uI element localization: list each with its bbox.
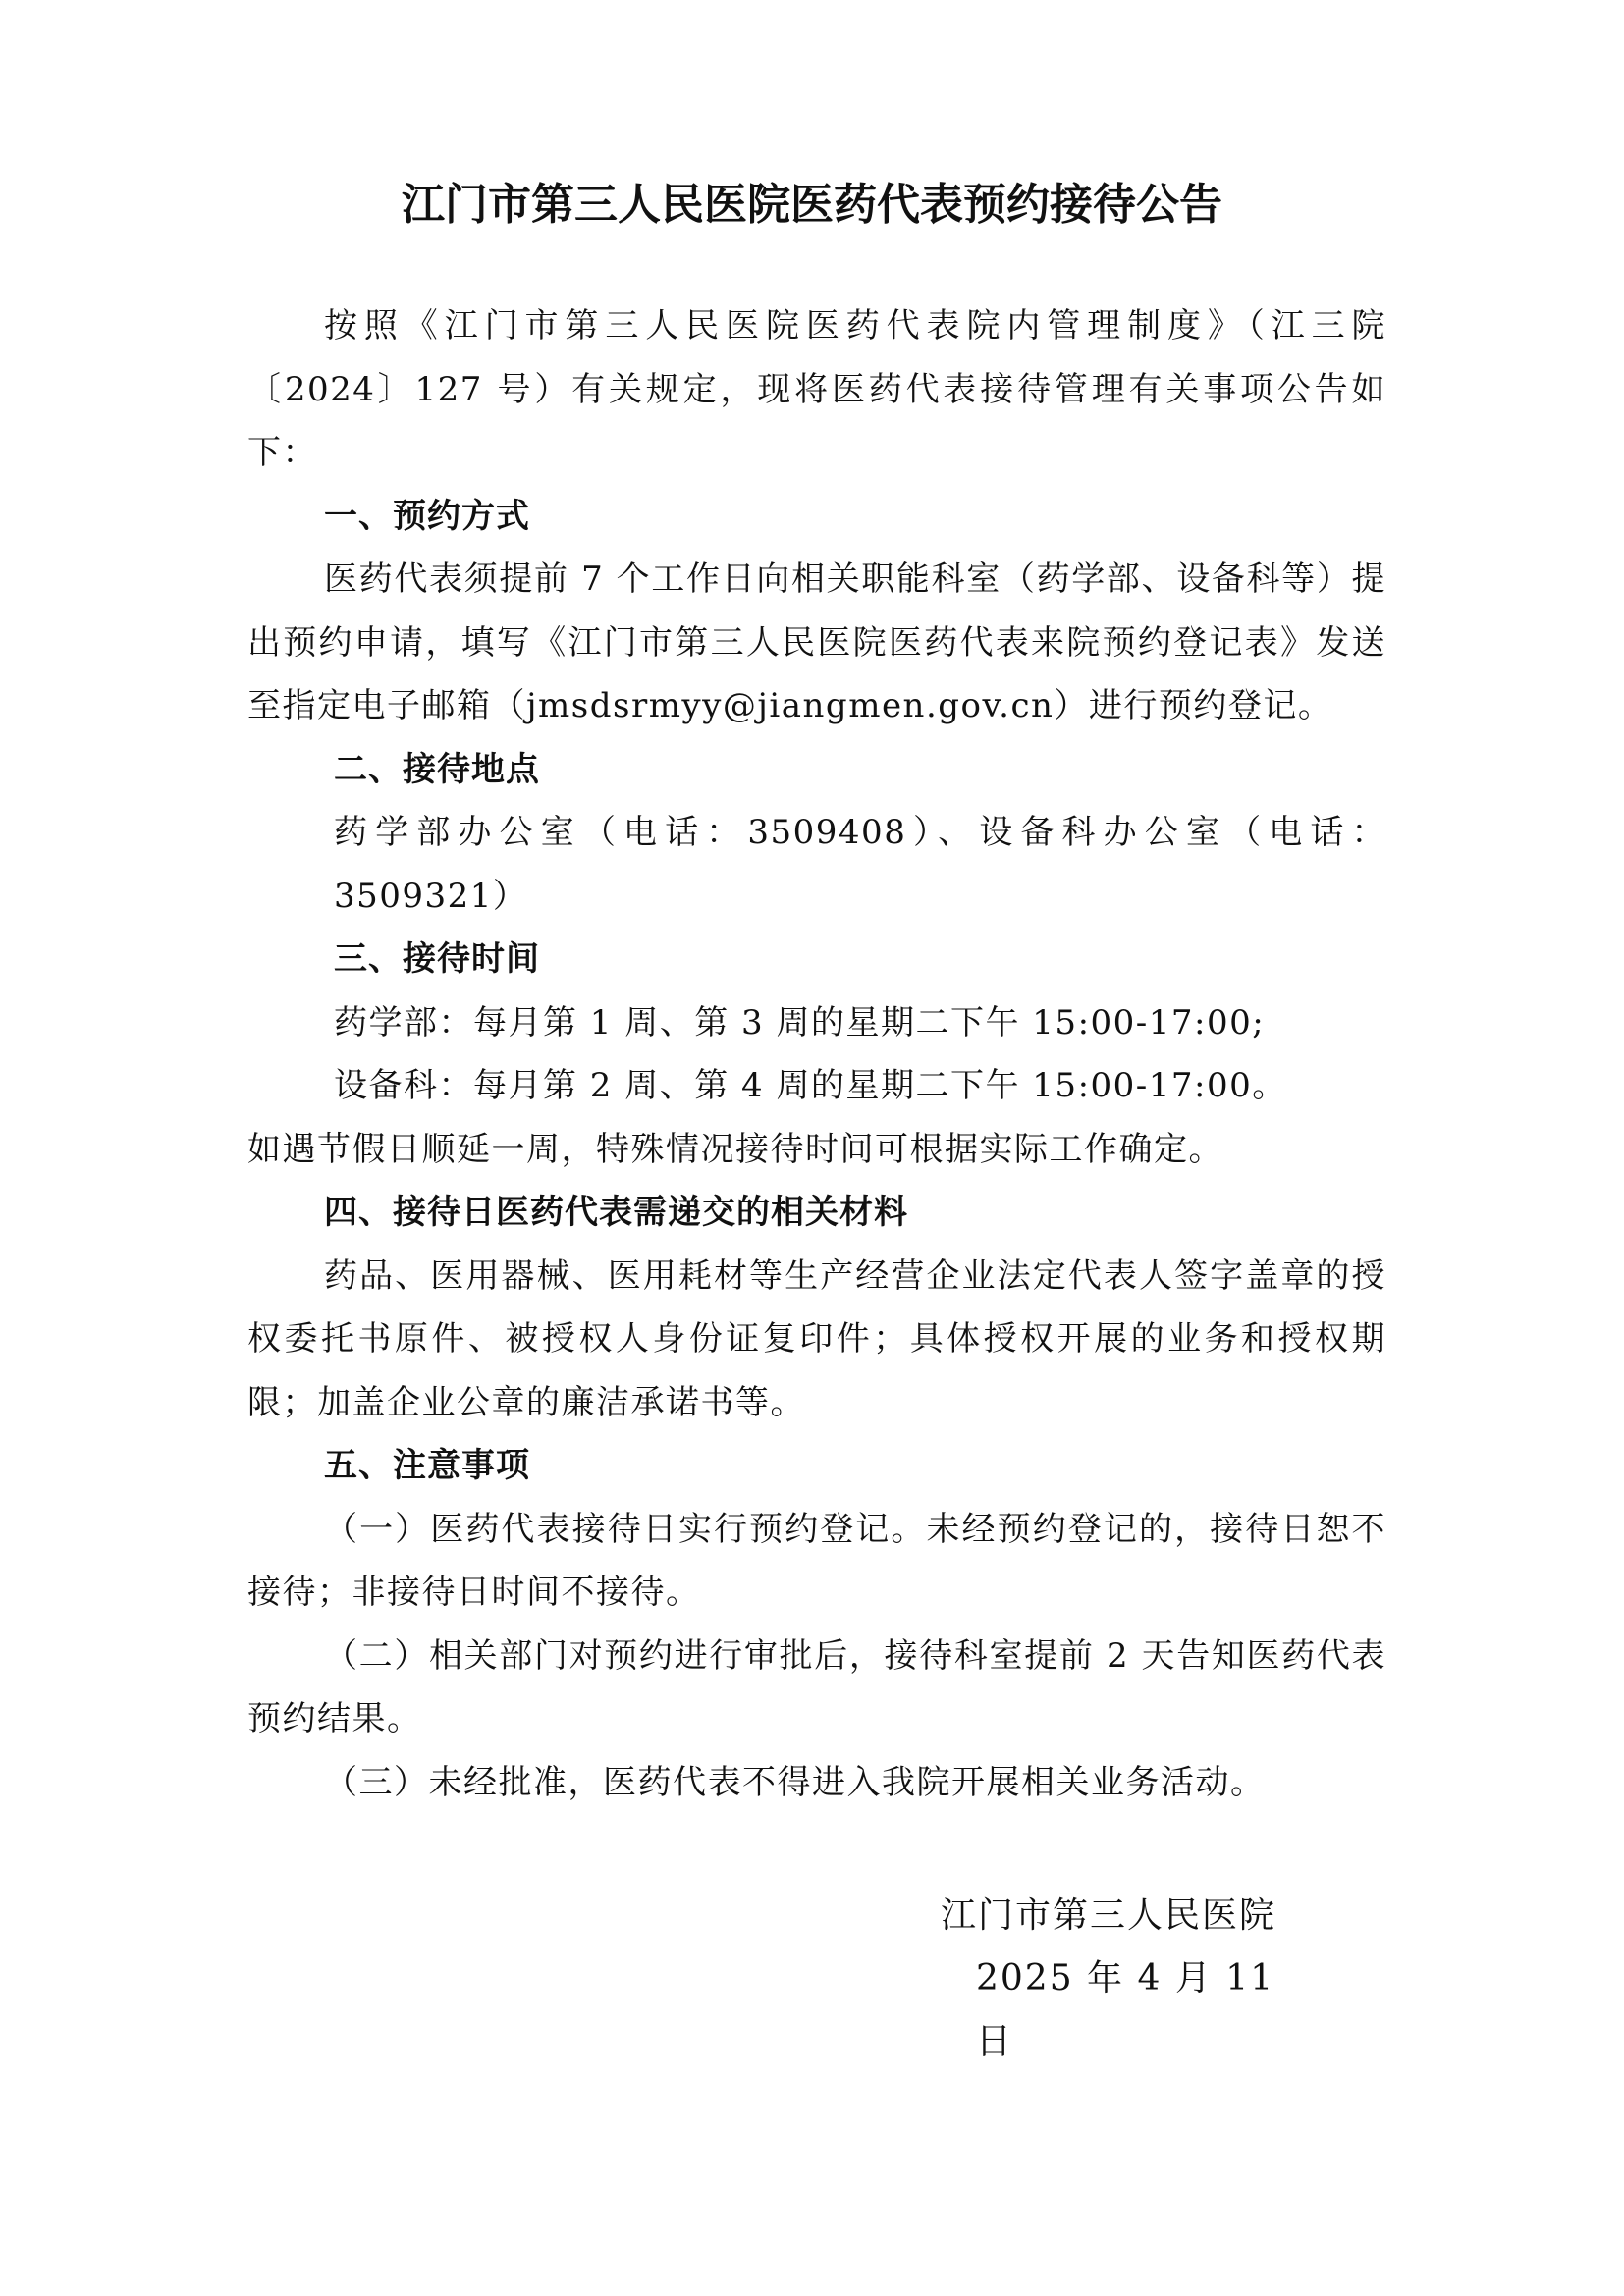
section-heading-booking: 一、预约方式 [324, 496, 530, 536]
booking-paragraph: 医药代表须提前 7 个工作日向相关职能科室（药学部、设备科等）提出预约申请，填写《江门市第三人民医院医药代表来院预约登记表》发送至指定电子邮箱（jmsdsrmyy@jiangmen.gov.cn）进行预约登记。 [247, 560, 1386, 725]
time-pharmacy-line: 药学部：每月第 1 周、第 3 周的星期二下午 15:00-17:00; [334, 1002, 1266, 1042]
section-heading-time: 三、接待时间 [334, 939, 540, 979]
section-heading-materials: 四、接待日医药代表需递交的相关材料 [324, 1193, 908, 1232]
materials-paragraph: 药品、医用器械、医用耗材等生产经营企业法定代表人签字盖章的授权委托书原件、被授权人身份证复印件；具体授权开展的业务和授权期限；加盖企业公章的廉洁承诺书等。 [247, 1255, 1386, 1422]
note-item-3: （三）未经批准，医药代表不得进入我院开展相关业务活动。 [324, 1762, 1266, 1802]
note-item-2: （二）相关部门对预约进行审批后，接待科室提前 2 天告知医药代表预约结果。 [247, 1635, 1386, 1738]
section-heading-notes: 五、注意事项 [324, 1446, 530, 1485]
note-item-1: （一）医药代表接待日实行预约登记。未经预约登记的，接待日恕不接待；非接待日时间不接待。 [247, 1509, 1386, 1612]
document-title: 江门市第三人民医院医药代表预约接待公告 [402, 180, 1222, 230]
document-body [247, 294, 1386, 1814]
time-equipment-line: 设备科：每月第 2 周、第 4 周的星期二下午 15:00-17:00。 [334, 1066, 1287, 1105]
intro-paragraph: 按照《江门市第三人民医院医药代表院内管理制度》（江三院〔2024〕127 号）有关规定，现将医药代表接待管理有关事项公告如下： [247, 306, 1386, 472]
time-holiday-line: 如遇节假日顺延一周，特殊情况接待时间可根据实际工作确定。 [247, 1129, 1223, 1169]
signature-date: 2025 年 4 月 11 日 [976, 1958, 1275, 2061]
signature-block [884, 1885, 1306, 2073]
location-paragraph: 药学部办公室（电话：3509408）、设备科办公室（电话：3509321） [334, 813, 1386, 916]
signature-organization: 江门市第三人民医院 [941, 1896, 1277, 1936]
section-heading-location: 二、接待地点 [334, 749, 540, 789]
